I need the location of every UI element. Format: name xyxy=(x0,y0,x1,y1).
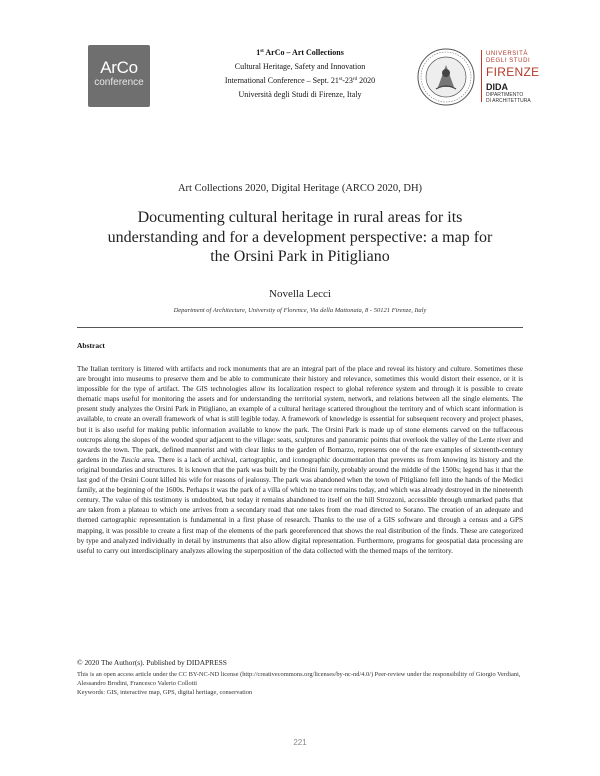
dept-line-1: DIPARTIMENTO xyxy=(486,92,524,98)
conference-dates: International Conference – Sept. 21st-23rd 2020 xyxy=(224,76,376,85)
conference-title: 1st ArCo – Art Collections xyxy=(256,48,344,57)
paper-author: Novella Lecci xyxy=(269,288,331,300)
abstract-heading: Abstract xyxy=(77,341,105,350)
header-rule xyxy=(77,327,523,328)
conference-subtitle: Cultural Heritage, Safety and Innovation xyxy=(234,61,366,71)
copyright-line: © 2020 The Author(s). Published by DIDAPRESS xyxy=(77,658,227,667)
paper-title: Documenting cultural heritage in rural areas for its understanding and for a development perspective: a map for the Orsini Park in Pitigliano xyxy=(107,209,493,265)
page-number: 221 xyxy=(293,738,307,747)
dept-line-2: DI ARCHITETTURA xyxy=(486,98,531,104)
abstract-italic-term: Tuscia xyxy=(120,455,140,464)
univ-line-2: DEGLI STUDI xyxy=(486,58,531,64)
univ-line-3: FIRENZE xyxy=(486,65,540,79)
keywords-line: Keywords: GIS, interactive map, GPS, digital heritage, conservation xyxy=(77,689,253,696)
conference-venue: Università degli Studi di Firenze, Italy xyxy=(238,89,362,99)
univ-line-1: UNIVERSITÀ xyxy=(486,51,529,57)
abstract-body: The Italian territory is littered with artifacts and rock monuments that are an integral part of the place and reveal its history and culture. Sometimes these are brought into museums to preserve them and be able to communicate their history and relevance, sometimes this would distort their essence, or it is impossible for the type of artifact. The GIS technologies allow its localization respect to global reference system and through it is possible to create thematic maps useful for monitoring the assets and for understanding the territorial system, network, and relations between all the single elements. The present study analyzes the Orsini Park in Pitigliano, an example of a cultural heritage scattered throughout the territory and of which scant information is available, to create an overall framework of what is still legible today. A framework of knowledge is essential for subsequent recovery and project phases, but it is also useful for making public information available to know the park. The Orsini Park is made up of stone elements carved on the tuffaceous outcrops along the slopes of the wooded spur adjacent to the village: seats, sculptures and panoramic points that overlook the valley of the Lente river and towards the town. The park, defined mannerist and with clear links to the garden of Bomarzo, represents one of the rare examples of sixteenth-century gardens in the Tuscia area. There is a lack of archival, cartographic, and iconographic documentation that prevents us from knowing its history and the original boundaries and structures. It is known that the park was built by the Orsini family, probably around the middle of the 1500s; legend has it that the last god of the Orsini Count killed his wife for reasons of jealousy. The park was abandoned when the town of Pitigliano fell into the hands of the Medici family, at the beginning of the 1600s. Perhaps it was the park of a villa of which no trace remains today, and which was already destroyed in the nineteenth century. The value of this testimony is undoubted, but today it remains abandoned to itself on the hill Strozzoni, accessible through unmarked paths that are taken from a plateau to which one arrives from a secondary road that one takes from the road directed to Sorano. The creation of an adequate and themed cartographic representation is fundamental in a first phase of research. Thanks to the use of a GIS software and through a census and a GPS mapping, it was possible to create a first map of the elements of the park georeferenced that shows the real distribution of the finds. These are categorized by type and analyzed individually in detail by instruments that also allow digital representation. Furthermore, programs for geospatial data processing are useful to carry out interdisciplinary analyzes allowing the superposition of the data collected with the themed maps of the territory. xyxy=(77,365,523,555)
logo-text-conference: conference xyxy=(94,77,144,88)
arco-conference-logo xyxy=(88,45,150,107)
proceedings-series: Art Collections 2020, Digital Heritage (ARCO 2020, DH) xyxy=(177,183,423,194)
dept-short: DIDA xyxy=(486,82,508,92)
conference-info xyxy=(190,45,410,101)
logo-divider xyxy=(481,50,482,102)
license-text: This is an open access article under the CC BY-NC-ND license (http://creativecommons.org/licenses/by-nc-nd/4.0/) Peer-review under the responsibility of Giorgio Verdiani, Alessandro Brodini, Francesco Valerio Collotti xyxy=(77,671,521,688)
university-logo-text xyxy=(486,51,556,104)
logo-text-arco: ArCo xyxy=(100,58,138,77)
author-affiliation: Department of Architecture, University of Florence, Via della Mattonaia, 8 - 50121 Firenze, Italy xyxy=(173,307,427,314)
university-seal-icon xyxy=(416,47,476,107)
